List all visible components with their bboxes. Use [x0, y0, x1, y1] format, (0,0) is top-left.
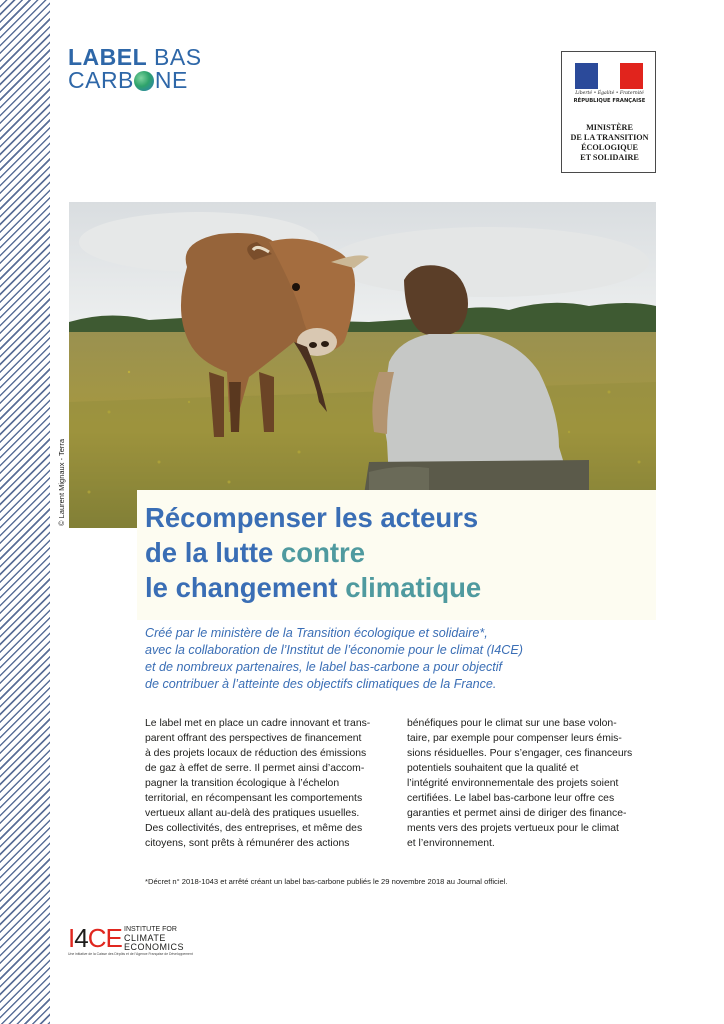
body-column-right: bénéfiques pour le climat sur une base volon- taire, par exemple pour compenser leurs émis- sions résiduelles. Pour s’engager, ces financeurs potentiels souhaitent que la qualité et l’intégrité environnementale des projets soient certifiées. Le label bas-carbone leur offre ces garanties et permet ainsi de diriger des finance- ments vers des projets vertueux pour le climat et l’environnement. — [407, 718, 633, 849]
logo-word-label: LABEL — [68, 44, 148, 70]
title-line-3: le changement climatique — [145, 572, 482, 603]
ministry-logo-box — [561, 51, 656, 173]
republic-name: RÉPUBLIQUE FRANÇAISE — [573, 98, 646, 104]
intro-paragraph: Créé par le ministère de la Transition écologique et solidaire*, avec la collaboration de l’Institut de l’économie pour le climat (I4CE) et de nombreux partenaires, le label bas-carbone a pour objectif de contribuer à l’atteinte des objectifs climatiques de la France. — [145, 626, 523, 691]
decorative-stripe-border — [0, 0, 50, 1024]
body-column-left: Le label met en place un cadre innovant et trans- parent offrant des perspectives de financement à des projets locaux de réduction des émissions de gaz à effet de serre. Il permet ainsi d’accom- pagner la transition écologique à l’échelon territorial, en récompensant les comportements vertueux allant au-delà des pratiques usuelles. Des collectivités, des entreprises, et même des citoyens, sont prêts à rémunérer des actions — [145, 718, 371, 849]
title-line-1: Récompenser les acteurs — [145, 502, 479, 533]
i4ce-logo: I4CE INSTITUTE FOR CLIMATE ECONOMICS Une initiative de la Caisse des Dépôts et de l’Agence Française de Développement — [68, 923, 193, 956]
logo-word-bas: BAS — [147, 44, 202, 70]
cover-photo-cow-and-man — [69, 202, 656, 528]
marianne-flag-icon — [575, 63, 643, 89]
logo-word-ne: NE — [154, 67, 188, 93]
globe-icon — [134, 71, 154, 91]
republic-motto: Liberté • Égalité • Fraternité — [575, 91, 644, 96]
ministry-name: MINISTÈRE DE LA TRANSITION ÉCOLOGIQUE ET SOLIDAIRE — [570, 123, 649, 162]
logo-word-carb: CARB — [68, 67, 134, 93]
footnote: *Décret n° 2018-1043 et arrêté créant un label bas-carbone publiés le 29 novembre 2018 au Journal officiel. — [145, 877, 508, 886]
page-title-box — [137, 490, 656, 620]
photo-credit: © Laurent Mignaux - Terra — [57, 438, 66, 526]
title-line-2: de la lutte contre — [145, 537, 366, 568]
label-bas-carbone-logo — [68, 46, 208, 92]
i4ce-tagline: Une initiative de la Caisse des Dépôts et de l’Agence Française de Développement — [68, 952, 193, 956]
